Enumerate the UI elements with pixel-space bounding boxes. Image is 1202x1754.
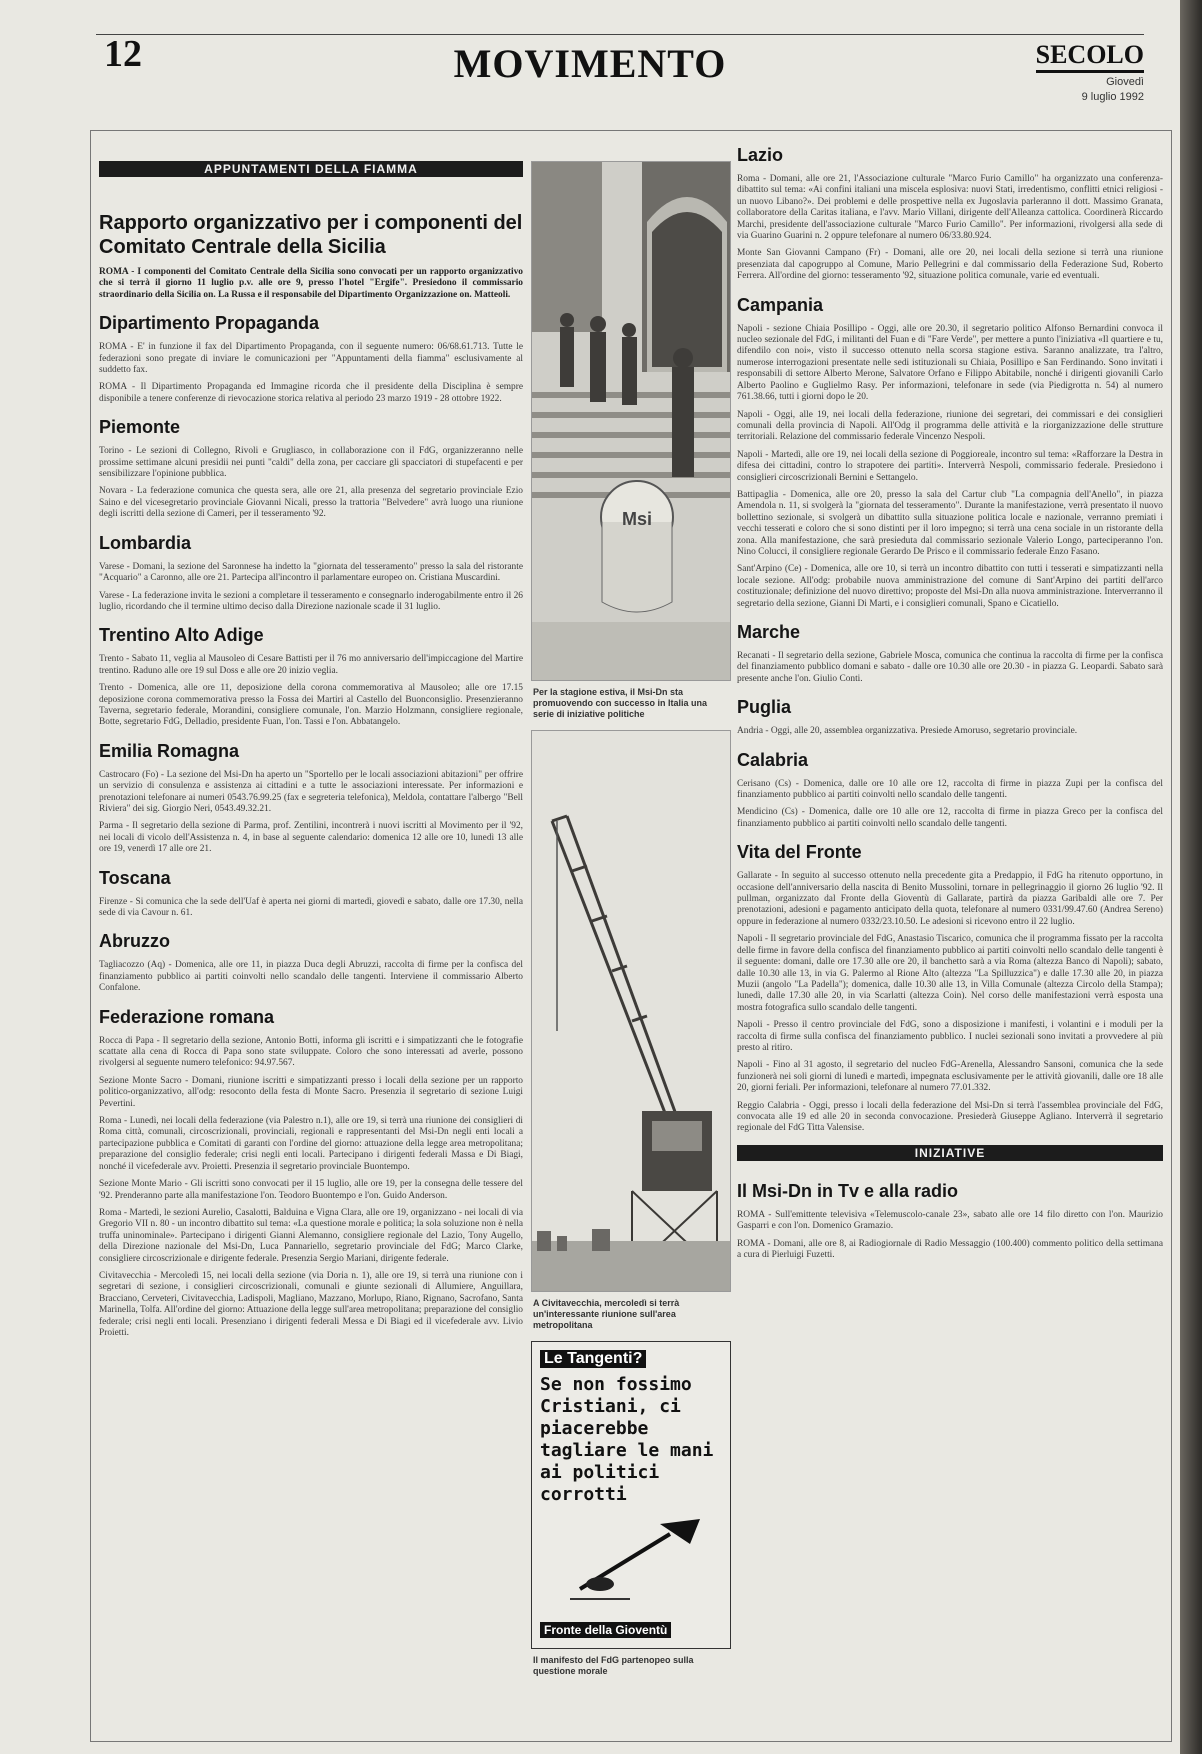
propaganda-p1: ROMA - E' in funzione il fax del Dipartimento Propaganda, con il seguente numero: 06/68.61.713. Tutte le federazioni sono pregate di inviare le comunicazioni per "Appuntamenti della fiamma" esclusivamente al suddetto fax.: [99, 342, 523, 376]
fronte-p5: Reggio Calabria - Oggi, presso i locali della federazione del Msi-Dn si terrà l'assemblea provinciale del FdG, convocata alle 19 ed alle 20 in seconda convocazione. Presiederà Giuseppe Agliano. Interverrà il segretario regionale del FdG Titta Valensise.: [737, 1100, 1163, 1134]
calabria-p1: Cerisano (Cs) - Domenica, dalle ore 10 alle ore 12, raccolta di firme in piazza Zupi per la confisca del finanziamento pubblico ai partiti coinvolti nello scandalo delle tangenti.: [737, 778, 1163, 801]
photo-crane-caption: A Civitavecchia, mercoledì si terrà un'interessante riunione sull'area metropolitana: [533, 1298, 680, 1330]
lombardia-p2: Varese - La federazione invita le sezioni a completare il tesseramento e consegnarlo inderogabilmente entro il 26 luglio, ricordando che il termine ultimo deciso dalla Direzione nazionale scade il 31 luglio.: [99, 590, 523, 612]
poster-tag: Le Tangenti?: [540, 1350, 646, 1368]
federazione-p1: Rocca di Papa - Il segretario della sezione, Antonio Botti, informa gli iscritti e i simpatizzanti che le fotografie scattate alla cena di Rocca di Papa sono state sviluppate. Coloro che sono interessati ad averle, possono rivolgersi al seguente numero telefonico: 94.97.567.: [99, 1035, 523, 1069]
lead-headline: Rapporto organizzativo per i componenti del Comitato Centrale della Sicilia: [99, 212, 523, 258]
photo-rally: [531, 161, 731, 681]
toscana-p1: Firenze - Si comunica che la sede dell'Uaf è aperta nei giorni di martedì, giovedì e sabato, dalle ore 17.30, nella sede di via Cavour n. 61.: [99, 896, 523, 918]
poster-ad: [531, 1341, 731, 1649]
photo-crane: [531, 730, 731, 1292]
puglia-p1: Andria - Oggi, alle 20, assemblea organizzativa. Presiede Amoruso, segretario provinciale.: [737, 726, 1078, 737]
emilia-p2: Parma - Il segretario della sezione di Parma, prof. Zentilini, incontrerà i nuovi iscritti al Movimento per il '92, nei locali di vicolo dell'Assistenza n. 4, in base al seguente calendario: domenica 12 alle ore 10, lunedì 13 alle ore 19, venerdì 17 alle ore 21.: [99, 821, 523, 855]
heading-trentino: Trentino Alto Adige: [99, 625, 264, 646]
date-day: Giovedì: [1106, 76, 1144, 88]
column-middle: [531, 131, 731, 1741]
marche-p1: Recanati - Il segretario della sezione, Gabriele Mosca, comunica che continua la raccolta di firme per la confisca del finanziamento pubblico domani e sabato - dalle ore 10.30 alle ore 20.30 - in piazza G. Leopardi. Sabato sarà presente anche l'on. Giulio Conti.: [737, 651, 1163, 684]
poster-caption: Il manifesto del FdG partenopeo sulla questione morale: [533, 1655, 694, 1676]
photo-rally-image: [532, 162, 731, 680]
abruzzo-p1: Tagliacozzo (Aq) - Domenica, alle ore 11, in piazza Duca degli Abruzzi, raccolta di firme per la confisca del finanziamento pubblico ai partiti coinvolti nello scandalo delle tangenti. Interviene il commissario Alberto Confalone.: [99, 960, 523, 994]
campania-p2: Napoli - Oggi, alle 19, nei locali della federazione, riunione dei segretari, dei commissari e dei consiglieri comunali della provincia di Napoli. All'Odg il programma delle attività e la riorganizzazione delle strutture territoriali. Relazione del commissario federale Vincenzo Nespoli.: [737, 409, 1163, 443]
heading-calabria: Calabria: [737, 749, 809, 770]
heading-iniziative: Il Msi-Dn in Tv e alla radio: [737, 1180, 959, 1201]
federazione-p5: Roma - Martedì, le sezioni Aurelio, Casalotti, Balduina e Vigna Clara, alle ore 19, organizzano - nei locali di via Gregorio VII n. 80 - un incontro dibattito sul tema: «La questione morale e politica; la sola soluzione non è nella truffa uninominale». Partecipano i dirigenti Gianni Alemanno, consigliere regionale del Lazio, Tony Augello, della Direzione nazionale del Msi-Dn, Luca Pannariello, segretario provinciale del FdG; Marco Clarke, consigliere circoscrizionale e dirigente federale. Presenzia Sergio Mariani, dirigente federale.: [99, 1207, 523, 1264]
campania-p1: Napoli - sezione Chiaia Posillipo - Oggi, alle ore 20.30, il segretario politico Alfonso Bernardini convoca il nucleo sezionale del FdG, i militanti del Fuan e di "Fare Verde", per mettere a punto l'iniziativa «Il quartiere e tu, difendilo con noi», visto il successo ottenuto nella scorsa stagione estiva. Saranno analizzate, tra l'altro, numerose interrogazioni presentate nelle sedi istituzionali su Chiaia, Posillipo e San Ferdinando. Sono invitati i responsabili di settore Alberto Merone, Salvatore Orfano e Filippo Abitabile, nonché i dirigenti giovanili Carlo Alberto Paolino e Guglielmo Rasy. Per informazioni, telefonare in sede (via Piedigrotta n. 54) al numero 761.38.66, tutti i giorni dopo le 20.: [737, 323, 1163, 403]
date-line: 9 luglio 1992: [1081, 91, 1144, 103]
msi-flame-sign: Msi: [621, 509, 653, 529]
calabria-p2: Mendicino (Cs) - Domenica, dalle ore 10 alle ore 12, raccolta di firme in piazza Greco per la confisca del finanziamento pubblico ai partiti coinvolti nello scandalo delle tangenti.: [737, 807, 1163, 829]
fronte-p1: Gallarate - In seguito al successo ottenuto nella precedente gita a Predappio, il FdG ha ritenuto opportuno, in occasione dell'anniversario della nascita di Benito Mussolini, tornare in pellegrinaggio il giorno 26 luglio '92. Il pullman, organizzato dal Fronte della Gioventù di Gallarate, partirà da piazza Garibaldi alle ore 7. Per prenotazioni, adesioni e pagamento anticipato della quota, telefonare al numero 0331/99.47.60 (Andrea Sereno) oppure in federazione al numero 0332/23.10.50. Le adesioni si ricevono entro il 22 luglio.: [737, 871, 1163, 927]
campania-p5: Sant'Arpino (Ce) - Domenica, alle ore 10, si terrà un incontro dibattito con tutti i tesserati e simpatizzanti nella locale sezione. All'odg: probabile nuova amministrazione del comune di Sant'Arpino dei partiti dell'arco costituzionale; definizione del nuovo direttivo; proposte del Msi-Dn alla nuova amministrazione. Interverranno il segretario della sezione, Gianni Di Marti, e i consiglieri comunali, Spano e Cicatiello.: [737, 564, 1163, 609]
poster-footer: Fronte della Gioventù: [540, 1622, 671, 1638]
heading-lombardia: Lombardia: [99, 532, 192, 553]
heading-lazio: Lazio: [737, 145, 784, 165]
poster-illustration: [540, 1514, 720, 1604]
heading-propaganda: Dipartimento Propaganda: [99, 313, 320, 334]
column-left: [99, 131, 523, 1741]
photo-crane-image: [532, 731, 731, 1291]
fronte-p2: Napoli - Il segretario provinciale del FdG, Anastasio Tiscarico, comunica che il programma fissato per la raccolta delle firme in favore della confisca del finanziamento pubblico ai partiti coinvolti nello scandalo delle tangenti è il seguente: domani, dalle ore 17.30 alle ore 20, il banchetto sarà a via Roma (altezza Banco di Napoli); sabato, dalle 10.30 alle 13, in via G. Palermo al Rione Alto (altezza "La Spilluzzica") e dalle 17.30 alle 20, in piazza Muzii (angolo "La Padella"); domenica, dalle 10.30 alle 13, in Villa Comunale (altezza Circolo della Stampa); lunedì, dalle 17.30 alle 20, in via Scarlatti (altezza Coin). Nel corso delle manifestazioni verrà esposta una mostra fotografica sullo scandalo delle tangenti.: [737, 934, 1163, 1013]
heading-piemonte: Piemonte: [99, 417, 181, 438]
iniziative-p2: ROMA - Domani, alle ore 8, ai Radiogiornale di Radio Messaggio (100.400) commento politico della settimana a cura di Pierluigi Fuzetti.: [737, 1238, 1163, 1260]
federazione-p3: Roma - Lunedì, nei locali della federazione (via Palestro n.1), alle ore 19, si terrà una riunione dei consiglieri di Roma città, comunali, circoscrizionali, provinciali, regionali e rappresentanti del Msi-Dn negli enti locali a partecipazione pubblica e Comitati di garanti con l'ordine del giorno: attuazione della legge area metropolitana; preparazione del consiglio federale; crisi negli enti locali. Partecipano i dirigenti federali Massa e Di Biagi, nonché il vicefederale avv. Proietti. Presenzia il segretario provinciale Buontempo.: [99, 1116, 523, 1172]
iniziative-p1: ROMA - Sull'emittente televisiva «Telemuscolo-canale 23», sabato alle ore 14 filo diretto con l'on. Maurizio Gasparri e con l'on. Domenico Gramazio.: [737, 1209, 1163, 1232]
fronte-p4: Napoli - Fino al 31 agosto, il segretario del nucleo FdG-Arenella, Alessandro Sansoni, comunica che la sede funzionerà nei soli giorni di lunedì e martedì, impegnata esclusivamente per le attività giovanili, dalle ore 18 alle 20, giorni feriali. Per informazioni, telefonare al numero 77.01.332.: [737, 1060, 1163, 1094]
heading-puglia: Puglia: [737, 697, 792, 718]
section-title: MOVIMENTO: [453, 41, 727, 86]
piemonte-p2: Novara - La federazione comunica che questa sera, alle ore 21, alla presenza del segretario provinciale Ezio Saino e del vicesegretario provinciale Giovanni Nicali, presso la trattoria "Belvedere" avrà luogo una riunione degli iscritti della sezione di Cameri, per il tesseramento '92.: [99, 486, 523, 520]
federazione-p2: Sezione Monte Sacro - Domani, riunione iscritti e simpatizzanti presso i locali della sezione per un rapporto politico-organizzativo, all'odg: resoconto della festa di Monte Sacro. Presenzia il segretario di sezione Luigi Pevertini.: [99, 1075, 523, 1109]
piemonte-p1: Torino - Le sezioni di Collegno, Rivoli e Grugliasco, in collaborazione con il FdG, organizzeranno nelle prossime settimane alcuni presidii nei punti "caldi" della zona, per cacciare gli spacciatori di stupefacenti e per sensibilizzare l'opinione pubblica.: [99, 446, 523, 480]
binding-spine: [1180, 0, 1202, 1754]
masthead-brand: [1036, 40, 1144, 103]
poster-message: Se non fossimo Cristiani, ci piacerebbe tagliare le mani ai politici corrotti: [540, 1374, 714, 1505]
heading-campania: Campania: [737, 294, 824, 315]
fronte-p3: Napoli - Presso il centro provinciale del FdG, sono a disposizione i manifesti, i volantini e i moduli per la raccolta di firme sulla confisca del finanziamento pubblico. I nuclei sezionali sono invitati a provvedere al più presto al ritiro.: [737, 1020, 1163, 1053]
campania-p4: Battipaglia - Domenica, alle ore 20, presso la sala del Cartur club "La compagnia dell'Anello", in piazza Amendola n. 11, si svolgerà la "giornata del tesseramento". Durante la manifestazione, verrà presentato il nuovo bollettino sezionale, si svolgerà un dibattito sulla situazione politica locale e nazionale, verranno premiati i vecchi tesserati e coloro che si sono distinti per il loro impegno; si terrà una cena sociale in un ristorante della zona. Alla manifestazione, che sarà presieduta dal commissario sezionale Valerio Longo, parteciperanno l'on. Nino Colucci, il consigliere regionale Gerardo De Prisco e il commissario federale Enzo Fasano.: [737, 489, 1163, 557]
campania-p3: Napoli - Martedì, alle ore 19, nei locali della sezione di Poggioreale, incontro sul tema: «Rafforzare la Destra in difesa dei cittadini, contro lo strapotere dei partiti». Interverrà Nespoli, commissario federale. Presiedono i consiglieri circoscrizionali Bernini e Settangelo.: [737, 449, 1163, 483]
lead-article: [99, 211, 523, 301]
heading-fronte: Vita del Fronte: [737, 842, 862, 863]
photo-rally-caption: Per la stagione estiva, il Msi-Dn sta promuovendo con successo in Italia una serie di iniziative politiche: [533, 687, 708, 719]
federazione-p6: Civitavecchia - Mercoledì 15, nei locali della sezione (via Doria n. 1), alle ore 19, si terrà una riunione con i segretari di sezione, i consiglieri circoscrizionali, comunali e giunte sezionali di Allumiere, Anguillara, Bracciano, Cerveteri, Civitavecchia, Ladispoli, Magliano, Mazzano, Morlupo, Riano, Rignano, Sacrofano, Santa Marinella, Tolfa. All'ordine del giorno: Attuazione della legge sull'area metropolitana; preparazione del consiglio federale; crisi negli enti locali. Presenziano i dirigenti federali Messa e Di Biagi ed il vicefederale avv. Livio Proietti.: [99, 1270, 523, 1338]
content-frame: [90, 130, 1172, 1742]
heading-abruzzo: Abruzzo: [99, 931, 170, 952]
trentino-p2: Trento - Domenica, alle ore 11, deposizione della corona commemorativa al Mausoleo; alle ore 17.15 deposizione corona commemorativa presso la Fossa dei Martiri al Castello del Buonconsiglio. Presenzieranno Taverna, segretario federale, Morandini, consigliere comunale, l'on. Marzio Holzmann, consigliere regionale, Botte, segretario FdG, Delladio, presidente Fuan, l'on. Tassi e l'on. Abbatangelo.: [99, 683, 523, 728]
propaganda-p2: ROMA - Il Dipartimento Propaganda ed Immagine ricorda che il presidente della Disciplina è sempre disponibile a tenere conferenze di rievocazione storica relativa al periodo 23 marzo 1919 - 28 ottobre 1922.: [99, 382, 523, 404]
header-rule: [96, 34, 1144, 35]
lombardia-p1: Varese - Domani, la sezione del Saronnese ha indetto la "giornata del tesseramento" presso la sala del ristorante "Acquario" a Caronno, alle ore 21. Partecipa all'incontro il parlamentare europeo on. Cristiana Muscardini.: [99, 561, 523, 584]
column-right: [737, 131, 1163, 1741]
heading-toscana: Toscana: [99, 867, 171, 888]
trentino-p1: Trento - Sabato 11, veglia al Mausoleo di Cesare Battisti per il 76 mo anniversario dell'impiccagione del Martire trentino. Raduno alle ore 19 sul Doss e alle ore 20 inizio veglia.: [99, 654, 523, 676]
heading-federazione: Federazione romana: [99, 1006, 275, 1027]
page-number: 12: [104, 33, 142, 75]
emilia-p1: Castrocaro (Fo) - La sezione del Msi-Dn ha aperto un "Sportello per le locali associazioni abitazioni" per offrire un servizio di consulenza e assistenza ai cittadini e a tutte le associazioni interessate. Per informazioni e prenotazioni telefonare ai numeri 0543.76.99.25 (fax e segreteria telefonica), Meldola, contattare l'albergo "Bell Riviera" dei sig. Giorgio Neri, 0543.49.32.21.: [99, 769, 523, 814]
lazio-p2: Monte San Giovanni Campano (Fr) - Domani, alle ore 20, nei locali della sezione si terrà una riunione presenziata dal capogruppo al Comune, Mario Pellegrini e dal commissario della Federazione Sud, Roberto Ferrera. All'ordine del giorno: tesseramento '92, situazione politica comunale, varie ed eventuali.: [737, 248, 1163, 282]
iniziative-banner: INIZIATIVE: [737, 1145, 1163, 1161]
brand-logo: SECOLO: [1036, 40, 1144, 73]
heading-marche: Marche: [737, 622, 801, 642]
appuntamenti-banner: APPUNTAMENTI DELLA FIAMMA: [99, 161, 523, 177]
heading-emilia: Emilia Romagna: [99, 740, 240, 761]
federazione-p4: Sezione Monte Mario - Gli iscritti sono convocati per il 15 luglio, alle ore 19, per la consegna delle tessere del '92. Prenderanno parte alla manifestazione l'on. Teodoro Buontempo e l'on. Guido Anderson.: [99, 1179, 523, 1201]
lazio-p1: Roma - Domani, alle ore 21, l'Associazione culturale "Marco Furio Camillo" ha organizzato una conferenza-dibattito sul tema: «Ai confini italiani una miscela esplosiva: nuovi Stati, irredentismo, conflitti etnici religiosi - un nuovo Libano?». Dei problemi e delle prospettive nella ex Jugoslavia parleranno il dott. Massimo Granata, collaboratore della Caritas italiana, e l'avv. Mario Villani, dirigente dell'Alleanza cattolica. Coordinerà Riccardo Marchi, presidente dell'associazione culturale "Marco Furio Camillo". Per informazioni, rivolgersi alla sede di via Guarino Guarini n. 2 oppure telefonare al numero 06/33.80.924.: [737, 174, 1163, 242]
lead-body: ROMA - I componenti del Comitato Centrale della Sicilia sono convocati per un rapporto organizzativo che si terrà il giorno 11 luglio p.v. alle ore 9, presso l'hotel "Ergife". Presiedono il commissario straordinario della Sicilia on. La Russa e il responsabile del Dipartimento Organizzazione on. Matteoli.: [99, 267, 523, 300]
